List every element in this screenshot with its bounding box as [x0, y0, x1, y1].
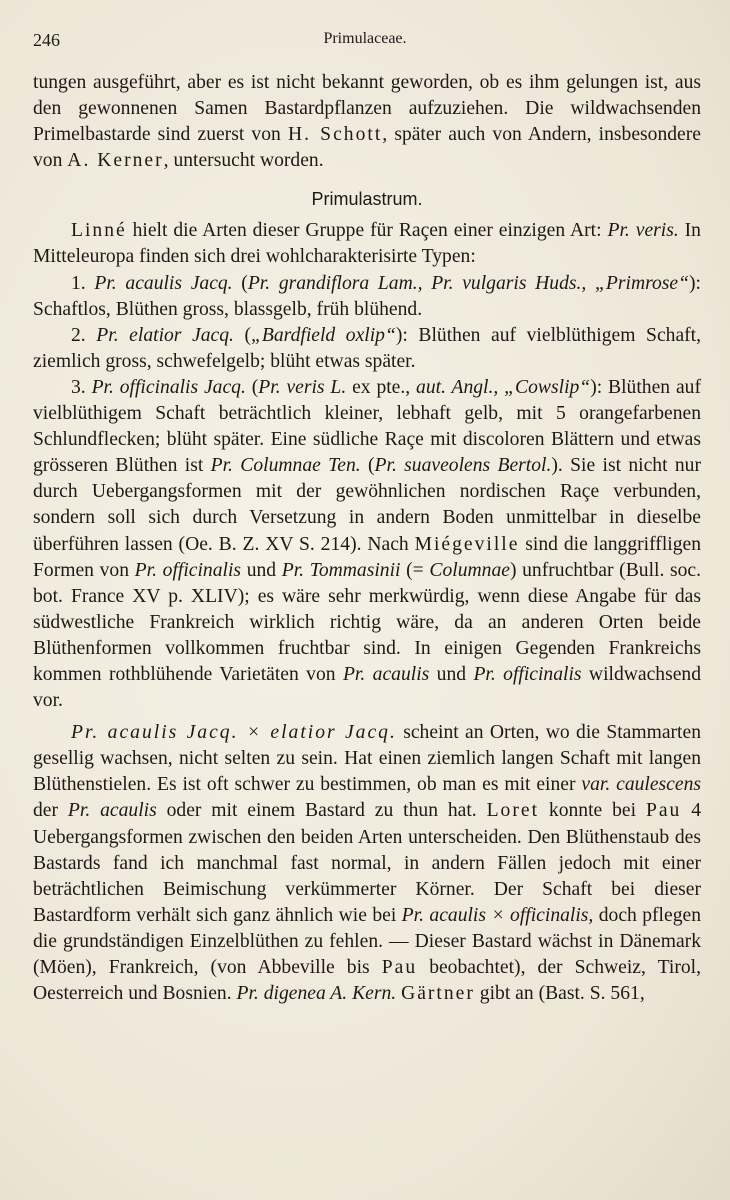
paragraph-intro: tungen ausgeführt, aber es ist nicht bekannt geworden, ob es ihm gelungen ist, aus den gewonnenen Samen Bastardpflanzen aufzuziehen. Die wildwachsenden Primelbastarde sind zuerst von H. Schott, später auch von Andern, insbesondere von A. Kerner, untersucht worden. — [33, 72, 701, 172]
author-name: H. Schott — [287, 124, 383, 146]
author-name: Pau — [645, 800, 682, 822]
paragraph-hybrid: Pr. acaulis Jacq. × elatior Jacq. scheint an Orten, wo die Stammarten gesellig wachsen, nicht selten zu sein. Hat einen ziemlich langen Schaft mit langen Blüthenstielen. Es ist oft schwer zu bestimmen, ob man es mit einer var. caulescens der Pr. acaulis oder mit einem Bastard zu thun hat. Loret konnte bei Pau 4 Uebergangsformen zwischen den beiden Arten unterscheiden. Den Blüthenstaub des Bastards fand ich manchmal fast normal, in andern Fällen jedoch mit einer beträchtlichen Beimischung verkümmerter Körner. Der Schaft bei dieser Bastardform verhält sich ganz ähnlich wie bei Pr. acaulis × officinalis, doch pflegen die grundständigen Einzelblüthen zu fehlen. — Dieser Bastard wächst in Dänemark (Möen), Frankreich, (von Abbeville bis Pau beobachtet), der Schweiz, Tirol, Oesterreich und Bosnien. Pr. digenea A. Kern. Gärtner gibt an (Bast. S. 561, — [33, 722, 702, 1005]
running-head: Primulaceae. — [323, 30, 407, 47]
author-name: Pau — [381, 957, 418, 978]
paragraph-linne: Linné hielt die Arten dieser Gruppe für Raçen einer einzigen Art: Pr. veris. In Mitteleuropa finden sich drei wohlcharakterisirte Typen: — [33, 220, 701, 268]
page-body — [33, 70, 701, 1007]
section-heading: Primulastrum. — [311, 189, 423, 210]
page-number: 246 — [33, 30, 60, 50]
list-item-3: 3. Pr. officinalis Jacq. (Pr. veris L. ex pte., aut. Angl., „Cowslip“): Blüthen auf vielblüthigem Schaft beträchtlich kleiner, lebhaft gelb, mit 5 orangefarbenen Schlundflecken; blüht später. Eine südliche Raçe mit discoloren Blättern und etwas grösseren Blüthen ist Pr. Columnae Ten. (Pr. suaveolens Bertol.). Sie ist nicht nur durch Uebergangsformen mit der gewöhnlichen nordischen Raçe verbunden, sondern soll sich durch Versetzung in andern Boden unmittelbar in dieselbe überführen lassen (Oe. B. Z. XV S. 214). Nach Miégeville sind die langgriffligen Formen von Pr. officinalis und Pr. Tommasinii (= Columnae) unfruchtbar (Bull. soc. bot. France XV p. XLIV); es wäre sehr merkwürdig, wenn diese Angabe für das südwestliche Frankreich wirklich richtig wäre, da an anderen Orten beide Blüthenformen vollkommen fruchtbar sind. In einigen Gegenden Frankreichs kommen rothblühende Varietäten von Pr. acaulis und Pr. officinalis wildwachsend vor. — [33, 376, 702, 712]
author-name: Loret — [486, 800, 540, 822]
list-item-2: 2. Pr. elatior Jacq. („Bardfield oxlip“): Blüthen auf vielblüthigem Schaft, ziemlich gross, schwefelgelb; blüht etwas später. — [33, 324, 702, 372]
author-name: A. Kerner — [67, 150, 164, 172]
author-name: Gärtner — [401, 983, 475, 1005]
author-name: Miégeville — [414, 533, 520, 555]
author-name: Linné — [71, 220, 127, 242]
list-item-1: 1. Pr. acaulis Jacq. (Pr. grandiflora Lam., Pr. vulgaris Huds., „Primrose“): Schaftlos, Blüthen gross, blassgelb, früh blühend. — [33, 272, 701, 320]
